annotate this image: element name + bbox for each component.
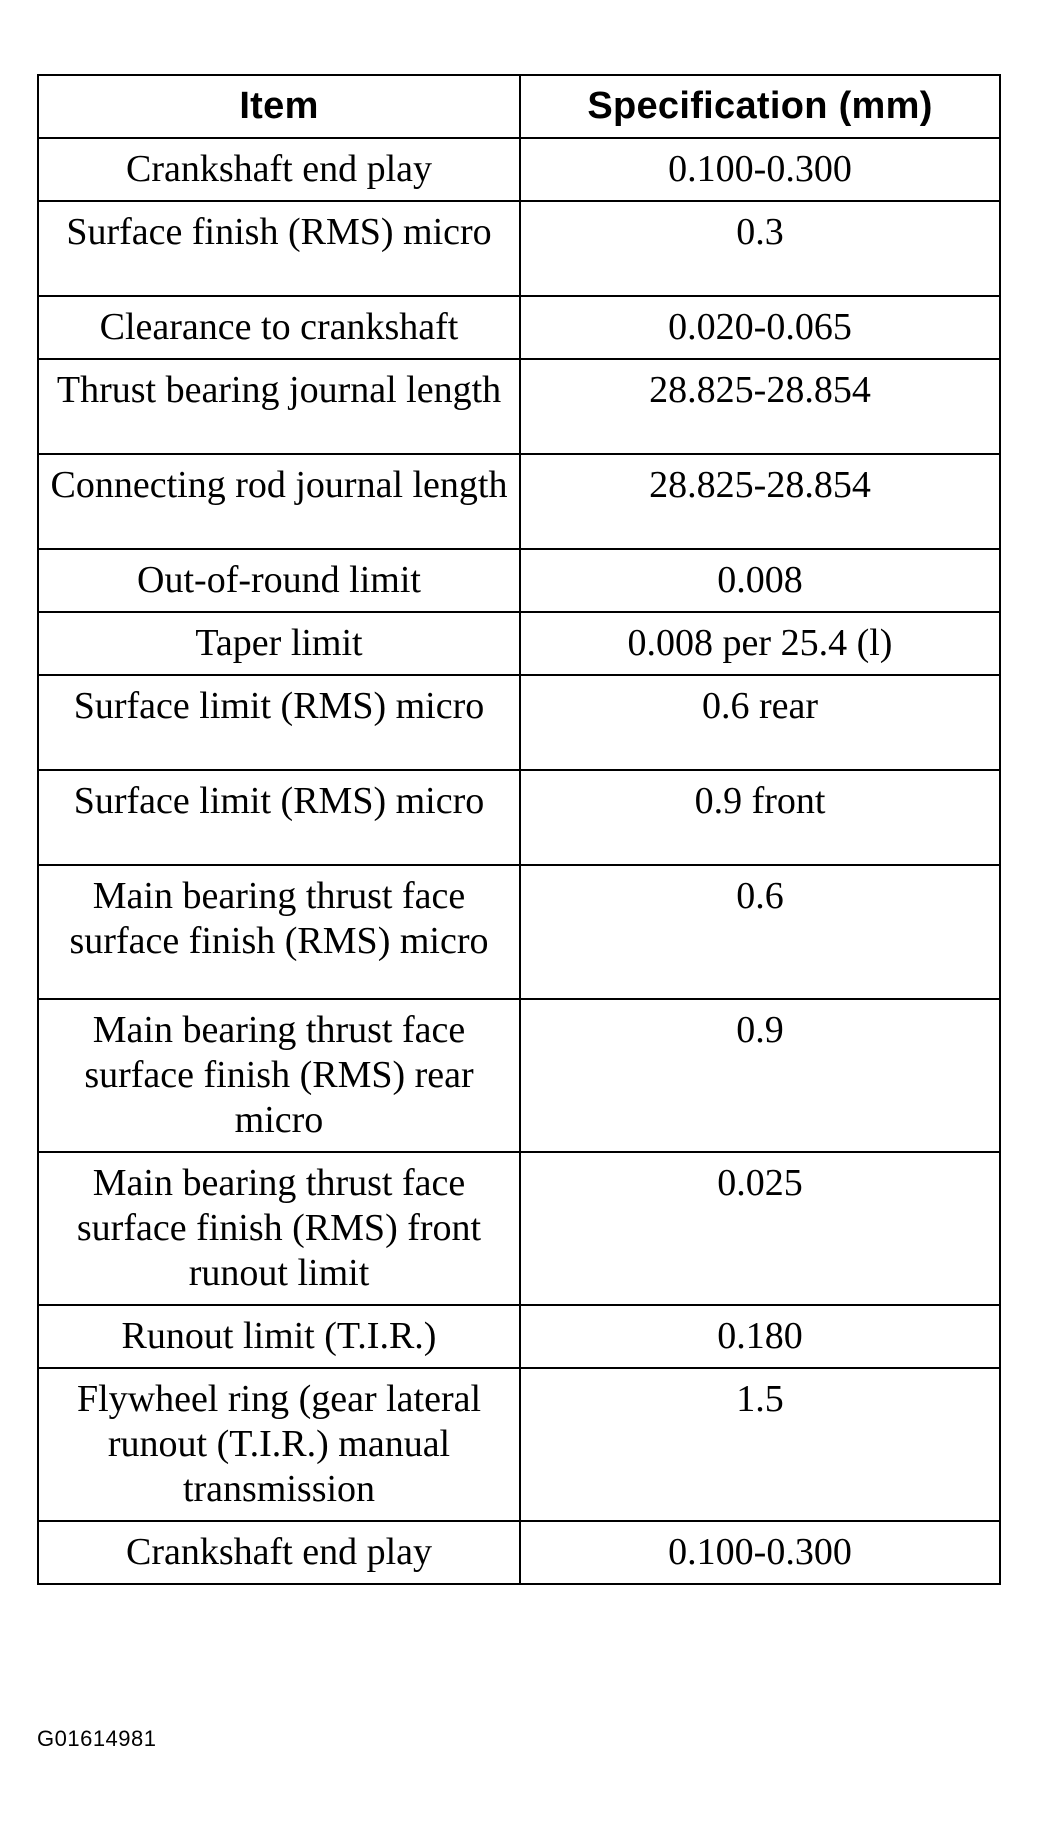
spec-cell: 0.008 per 25.4 (l) [520, 612, 1000, 675]
table-row [38, 454, 1000, 549]
item-cell: Flywheel ring (gear lateral runout (T.I.R.) manual transmission [38, 1368, 520, 1521]
spec-cell: 0.100-0.300 [520, 138, 1000, 201]
table-row [38, 1152, 1000, 1305]
item-cell: Main bearing thrust face surface finish (RMS) front runout limit [38, 1152, 520, 1305]
spec-cell: 0.3 [520, 201, 1000, 296]
item-cell: Crankshaft end play [38, 138, 520, 201]
column-header-specification: Specification (mm) [520, 75, 1000, 138]
spec-cell: 0.6 rear [520, 675, 1000, 770]
spec-cell: 0.6 [520, 865, 1000, 999]
item-cell: Thrust bearing journal length [38, 359, 520, 454]
item-cell: Main bearing thrust face surface finish (RMS) rear micro [38, 999, 520, 1152]
table-row [38, 612, 1000, 675]
table-row [38, 675, 1000, 770]
table-row [38, 359, 1000, 454]
table-row [38, 1368, 1000, 1521]
spec-cell: 0.008 [520, 549, 1000, 612]
table-row [38, 138, 1000, 201]
spec-cell: 0.9 front [520, 770, 1000, 865]
spec-cell: 0.020-0.065 [520, 296, 1000, 359]
item-cell: Out-of-round limit [38, 549, 520, 612]
header-row [38, 75, 1000, 138]
item-cell: Surface limit (RMS) micro [38, 675, 520, 770]
table-row [38, 865, 1000, 999]
table-row [38, 770, 1000, 865]
table-row [38, 999, 1000, 1152]
spec-cell: 0.180 [520, 1305, 1000, 1368]
item-cell: Crankshaft end play [38, 1521, 520, 1584]
item-cell: Taper limit [38, 612, 520, 675]
column-header-item: Item [38, 75, 520, 138]
item-cell: Clearance to crankshaft [38, 296, 520, 359]
item-cell: Surface limit (RMS) micro [38, 770, 520, 865]
table-row [38, 201, 1000, 296]
spec-cell: 28.825-28.854 [520, 359, 1000, 454]
spec-cell: 0.100-0.300 [520, 1521, 1000, 1584]
spec-cell: 0.025 [520, 1152, 1000, 1305]
spec-cell: 1.5 [520, 1368, 1000, 1521]
table-row [38, 1521, 1000, 1584]
spec-cell: 0.9 [520, 999, 1000, 1152]
figure-id-label: G01614981 [37, 1726, 157, 1751]
item-cell: Runout limit (T.I.R.) [38, 1305, 520, 1368]
spec-cell: 28.825-28.854 [520, 454, 1000, 549]
item-cell: Main bearing thrust face surface finish (RMS) micro [38, 865, 520, 999]
specification-table [37, 74, 1001, 1585]
table-row [38, 1305, 1000, 1368]
item-cell: Connecting rod journal length [38, 454, 520, 549]
table-row [38, 296, 1000, 359]
table-row [38, 549, 1000, 612]
item-cell: Surface finish (RMS) micro [38, 201, 520, 296]
